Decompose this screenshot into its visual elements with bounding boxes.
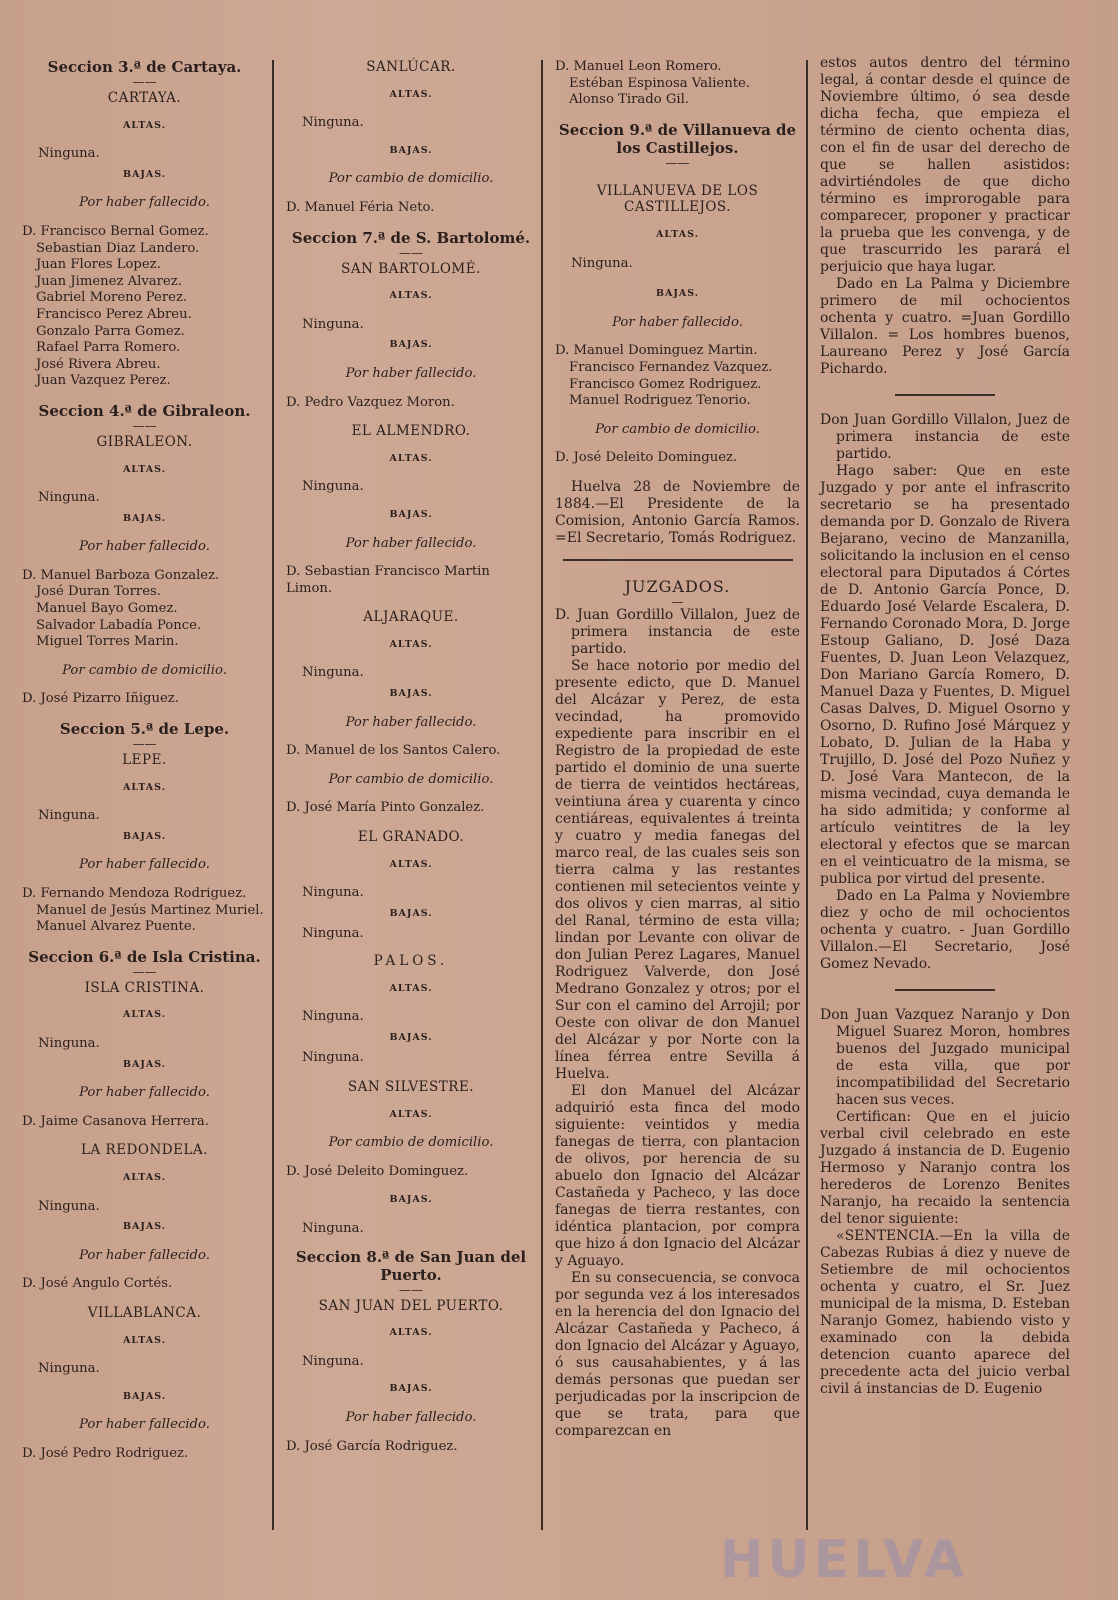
altas-label: ALTAS.	[389, 290, 433, 302]
column-rule	[806, 60, 808, 1530]
ninguna-text: Ninguna.	[38, 1035, 100, 1051]
ninguna-text: Ninguna.	[38, 146, 100, 162]
reason-text: Por cambio de domicilio.	[595, 421, 760, 437]
paragraph: estos autos dentro del término legal, á contar desde el quince de Noviembre último, ó sea desde dicha fecha, que empieza el término de ciento ochenta dias, con el fin de usar del derecho de que se hallen asistidos: advirtiéndoles de que dicho término es improrogable para comparecer, proponer y practicar la prueba que les convenga, y de que trascurrido les parará el perjuicio que haya lugar.	[820, 55, 1070, 275]
ninguna-text: Ninguna.	[302, 1009, 364, 1025]
reason-text: Por haber fallecido.	[345, 365, 477, 381]
name-entry: D. José Deleito Dominguez.	[555, 450, 738, 466]
paragraph: El don Manuel del Alcázar adquirió esta finca del modo siguiente: veintidos y media fanegas de tierra, con plantacion de olivos, por herencia de su abuelo don Ignacio del Alcázar Castañeda y Pacheco, y las doce fanegas de tierra restantes, con idéntica plantacion, por compra que hizo á don Ignacio del Alcázar y Aguayo.	[555, 1082, 800, 1269]
reason-text: Por haber fallecido.	[345, 1409, 477, 1425]
section-title: Seccion 7.ª de S. Bartolomé.	[291, 228, 531, 247]
list-item: Manuel Rodriguez Tenorio.	[569, 393, 751, 409]
altas-label: ALTAS.	[122, 781, 167, 793]
ninguna-text: Ninguna.	[302, 316, 364, 332]
reason-text: Por cambio de domicilio.	[328, 1135, 494, 1151]
bajas-label: BAJAS.	[389, 144, 433, 156]
town-heading: LEPE.	[122, 752, 167, 769]
town-heading: ISLA CRISTINA.	[84, 979, 205, 996]
paragraph: «SENTENCIA.—En la villa de Cabezas Rubias á diez y nueve de Setiembre de mil ochocientos ochenta y cuatro, el Sr. Juez municipal de la misma, D. Esteban Naranjo Gomez, habiendo visto y examinado con la debida detencion cuanto aparece del precedente acta del juicio verbal civil á instancias de D. Eugenio	[820, 1228, 1070, 1397]
name-list	[22, 886, 267, 936]
paragraph: Hago saber: Que en este Juzgado y por ante el infrascrito secretario se ha presentado demanda por D. Gonzalo de Rivera Bejarano, vecino de Manzanilla, solicitando la inclusion en el censo electoral para Diputados á Córtes de D. Antonio García Ponce, D. Eduardo José Velarde Escalera, D. Fernando Coronado Mora, D. Jorge Estoup Galiano, D. José Daza Fuentes, D. Juan Leon Velazquez, Don Mariano García Romero, D. Manuel Daza y Fuentes, D. Miguel Casas Dalves, D. Miguel Osorno y Osorno, D. Rufino José Márquez y Lobato, D. Julian de la Haba y Trujillo, D. José del Pozo Nuñez y D. José Vara Mantecon, de la misma vecindad, cuya demanda le ha sido admitida; y conforme al artículo veintitres de la ley electoral y efectos que se marcan en el veinticuatro de la misma, se publica por virtud del presente.	[820, 463, 1070, 887]
reason-text: Por haber fallecido.	[612, 314, 743, 330]
name-entry: D. Jaime Casanova Herrera.	[22, 1113, 209, 1129]
town-heading: LA REDONDELA.	[81, 1142, 208, 1159]
name-list	[555, 59, 800, 109]
name-entry: D. José Angulo Cortés.	[22, 1276, 173, 1292]
hombres-buenos-heading: Don Juan Vazquez Naranjo y Don Miguel Suarez Moron, hombres buenos del Juzgado municipal de esta villa, que por incompatibilidad del Secretario hacen sus veces.	[820, 1007, 1070, 1108]
column-3: D. Manuel Leon Romero. Estéban Espinosa Valiente. Alonso Tirado Gil. Seccion 9.ª de Villanueva de los Castillejos. —— VILLANUEVA DE LOS CASTILLEJOS. ALTAS. Ninguna. BAJAS. Por haber fallecido. D. Manuel Dominguez Martin. Francisco Fernandez Vazquez. Francisco Gomez Rodriguez. Manuel Rodriguez Tenorio. Por cambio de domicilio. D. José Deleito Dominguez. Huelva 28 de Noviembre de 1884.—El Presidente de la Comision, Antonio García Ramos. =El Secretario, Tomás Rodriguez. JUZGADOS. — D. Juan Gordillo Villalon, Juez de primera instancia de este partido. Se hace notorio por medio del presente edicto, que D. Manuel del Alcázar y Perez, de esta vecindad, ha promovido expediente para inscribir en el Registro de la propiedad de este partido el dominio de una suerte de tierra de veintidos hectáreas, veintiuna área y cuarenta y cinco centiáreas, equivalentes á treinta y cuatro y media fanegas del marco real, de las cuales seis son tierra calma y las restantes contienen mil setecientos veinte y dos olivos y cien marras, al sitio del Ranal, término de esta villa; lindan por Levante con olivar de don Julian Perez Lagares, Manuel Rodriguez Valverde, don José Medrano Gonzalez y otros; por el Sur con el camino del Arrojil; por Oeste con olivar de don Manuel del Alcázar y por Norte con la línea férrea entre Sevilla á Huelva. El don Manuel del Alcázar adquirió esta finca del modo siguiente: veintidos y media fanegas de tierra, con plantacion de olivos, por herencia de su abuelo don Ignacio del Alcázar Castañeda y Pacheco, y las doce fanegas de tierra restantes, con idéntica plantacion, por compra que hizo á don Ignacio del Alcázar y Aguayo. En su consecuencia, se convoca por segunda vez á los interesados en la herencia del don Ignacio del Alcázar Castañeda y Pacheco, á don Ignacio del Alcázar y Aguayo, ó sus causahabientes, y á las demás personas que puedan ser perjudicadas por la inscripcion de que se trata, para que comparezcan en	[555, 59, 800, 1439]
altas-label: ALTAS.	[655, 228, 700, 240]
bajas-label: BAJAS.	[389, 688, 433, 700]
altas-label: ALTAS.	[389, 638, 433, 650]
town-heading: GIBRALEON.	[96, 433, 193, 450]
altas-label: ALTAS.	[122, 1334, 167, 1346]
section-title: Seccion 4.ª de Gibraleon.	[38, 401, 251, 420]
divider	[895, 989, 995, 991]
altas-label: ALTAS.	[122, 1009, 167, 1021]
bajas-label: BAJAS.	[389, 907, 433, 919]
reason-text: Por haber fallecido.	[79, 1417, 210, 1433]
reason-text: Por haber fallecido.	[345, 714, 477, 730]
section-heading-juzgados: JUZGADOS.	[624, 576, 731, 596]
list-item: Salvador Labadía Ponce.	[36, 617, 202, 633]
list-item: Miguel Torres Marin.	[36, 634, 179, 650]
list-item: Juan Vazquez Perez.	[36, 373, 171, 389]
ninguna-text: Ninguna.	[302, 1353, 364, 1369]
name-entry: D. José Deleito Dominguez.	[286, 1163, 469, 1179]
altas-label: ALTAS.	[389, 858, 433, 870]
list-item: D. Manuel Barboza Gonzalez.	[22, 567, 220, 583]
name-entry: D. Manuel de los Santos Calero.	[286, 743, 501, 759]
divider	[895, 394, 995, 396]
list-item: Francisco Gomez Rodriguez.	[569, 376, 762, 392]
paragraph: Certifican: Que en el juicio verbal civil celebrado en este Juzgado á instancia de D. Eugenio Hermoso y Naranjo contra los herederos de Lorenzo Benites Naranjo, ha recaido la sentencia del tenor siguiente:	[820, 1109, 1070, 1227]
list-item: Gabriel Moreno Perez.	[36, 290, 188, 306]
list-item: D. Francisco Bernal Gomez.	[22, 223, 209, 239]
list-item: Manuel Alvarez Puente.	[36, 919, 196, 935]
list-item: D. Manuel Dominguez Martin.	[555, 343, 758, 359]
list-item: Francisco Perez Abreu.	[36, 306, 192, 322]
section-title: Seccion 6.ª de Isla Cristina.	[28, 947, 261, 966]
town-heading: VILLABLANCA.	[87, 1304, 202, 1321]
name-entry: D. José Pizarro Iñiguez.	[22, 691, 179, 707]
town-heading: PALOS.	[373, 953, 449, 969]
list-item: Juan Jimenez Alvarez.	[36, 273, 182, 289]
list-item: José Duran Torres.	[36, 584, 161, 600]
town-heading: SAN SILVESTRE.	[347, 1078, 475, 1095]
list-item: Rafael Parra Romero.	[36, 340, 181, 356]
altas-label: ALTAS.	[389, 982, 433, 994]
paragraph: Dado en La Palma y Noviembre diez y ocho de mil ochocientos ochenta y cuatro. - Juan Gordillo Villalon.—El Secretario, José Gomez Nevado.	[820, 888, 1070, 972]
town-heading: EL GRANADO.	[357, 829, 465, 846]
list-item: D. Manuel Leon Romero.	[555, 59, 722, 74]
reason-text: Por cambio de domicilio.	[328, 171, 494, 187]
altas-label: ALTAS.	[389, 88, 433, 100]
ninguna-text: Ninguna.	[38, 490, 100, 506]
bajas-label: BAJAS.	[389, 1031, 433, 1043]
name-list	[22, 224, 267, 390]
column-2: SANLÚCAR. ALTAS. Ninguna. BAJAS. Por cambio de domicilio. D. Manuel Féria Neto. Seccion 7.ª de S. Bartolomé. —— SAN BARTOLOMÉ. ALTAS. Ninguna. BAJAS. Por haber fallecido. D. Pedro Vazquez Moron. EL ALMENDRO. ALTAS. Ninguna. BAJAS. Por haber fallecido. D. Sebastian Francisco Martin Limon. ALJARAQUE. ALTAS. Ninguna. BAJAS. Por haber fallecido. D. Manuel de los Santos Calero. Por cambio de domicilio. D. José María Pinto Gonzalez. EL GRANADO. ALTAS. Ninguna. BAJAS. Ninguna. PALOS. ALTAS. Ninguna. BAJAS. Ninguna. SAN SILVESTRE. ALTAS. Por cambio de domicilio. D. José Deleito Dominguez. BAJAS. Ninguna. Seccion 8.ª de San Juan del Puerto. —— SAN JUAN DEL PUERTO. ALTAS. Ninguna. BAJAS. Por haber fallecido. D. José García Rodriguez.	[286, 55, 536, 1467]
list-item: Estéban Espinosa Valiente.	[569, 75, 750, 91]
bajas-label: BAJAS.	[122, 1221, 167, 1233]
name-entry: D. José Pedro Rodriguez.	[22, 1445, 189, 1461]
list-item: Alonso Tirado Gil.	[569, 92, 689, 108]
ninguna-text: Ninguna.	[302, 885, 364, 901]
reason-text: Por haber fallecido.	[79, 539, 210, 555]
town-heading: VILLANUEVA DE LOS CASTILLEJOS.	[596, 182, 759, 216]
ninguna-text: Ninguna.	[302, 1220, 364, 1236]
section-title: Seccion 8.ª de San Juan del Puerto.	[295, 1247, 527, 1284]
ninguna-text: Ninguna.	[571, 255, 633, 271]
bajas-label: BAJAS.	[122, 830, 167, 842]
column-rule	[272, 60, 274, 1530]
town-heading: EL ALMENDRO.	[351, 423, 471, 440]
judge-heading: D. Juan Gordillo Villalon, Juez de primera instancia de este partido.	[555, 606, 800, 657]
ninguna-text: Ninguna.	[302, 926, 364, 942]
list-item: Sebastian Diaz Landero.	[36, 240, 200, 256]
altas-label: ALTAS.	[122, 463, 167, 475]
town-heading: ALJARAQUE.	[363, 609, 459, 626]
bajas-label: BAJAS.	[122, 168, 167, 180]
list-item: Gonzalo Parra Gomez.	[36, 323, 185, 339]
town-heading: SANLÚCAR.	[366, 59, 456, 75]
ninguna-text: Ninguna.	[302, 115, 364, 131]
divider	[563, 559, 793, 561]
name-list	[22, 568, 267, 651]
reason-text: Por haber fallecido.	[79, 1085, 210, 1101]
section-title: Seccion 9.ª de Villanueva de los Castillejos.	[558, 120, 797, 157]
paragraph: En su consecuencia, se convoca por segunda vez á los interesados en la herencia del don Ignacio del Alcázar Castañeda y Pacheco, á don Ignacio del Alcázar y Aguayo, ó sus causahabientes, y á las demás personas que puedan ser perjudicadas por la inscripcion de que se trata, para que comparezcan en	[555, 1269, 800, 1439]
list-item: José Rivera Abreu.	[36, 356, 161, 372]
ninguna-text: Ninguna.	[38, 1198, 100, 1214]
bajas-label: BAJAS.	[655, 288, 700, 300]
column-1: Seccion 3.ª de Cartaya. —— CARTAYA. ALTAS. Ninguna. BAJAS. Por haber fallecido. D. Francisco Bernal Gomez. Sebastian Diaz Landero. Juan Flores Lopez. Juan Jimenez Alvarez. Gabriel Moreno Perez. Francisco Perez Abreu. Gonzalo Parra Gomez. Rafael Parra Romero. José Rivera Abreu. Juan Vazquez Perez. Seccion 4.ª de Gibraleon. —— GIBRALEON. ALTAS. Ninguna. BAJAS. Por haber fallecido. D. Manuel Barboza Gonzalez. José Duran Torres. Manuel Bayo Gomez. Salvador Labadía Ponce. Miguel Torres Marin. Por cambio de domicilio. D. José Pizarro Iñiguez. Seccion 5.ª de Lepe. —— LEPE. ALTAS. Ninguna. BAJAS. Por haber fallecido. D. Fernando Mendoza Rodriguez. Manuel de Jesús Martinez Muriel. Manuel Alvarez Puente. Seccion 6.ª de Isla Cristina. —— ISLA CRISTINA. ALTAS. Ninguna. BAJAS. Por haber fallecido. D. Jaime Casanova Herrera. LA REDONDELA. ALTAS. Ninguna. BAJAS. Por haber fallecido. D. José Angulo Cortés. VILLABLANCA. ALTAS. Ninguna. BAJAS. Por haber fallecido. D. José Pedro Rodriguez.	[22, 55, 267, 1474]
town-heading: SAN BARTOLOMÉ.	[341, 260, 481, 277]
list-item: Juan Flores Lopez.	[36, 257, 161, 273]
town-heading: SAN JUAN DEL PUERTO.	[318, 1297, 504, 1314]
bajas-label: BAJAS.	[122, 1058, 167, 1070]
ninguna-text: Ninguna.	[302, 1050, 364, 1066]
bajas-label: BAJAS.	[122, 1390, 167, 1402]
name-entry: D. Sebastian Francisco Martin Limon.	[286, 564, 490, 596]
ninguna-text: Ninguna.	[38, 808, 100, 824]
name-entry: D. Pedro Vazquez Moron.	[286, 394, 455, 410]
closing-signature: Huelva 28 de Noviembre de 1884.—El Presidente de la Comision, Antonio García Ramos. =El Secretario, Tomás Rodriguez.	[555, 478, 800, 546]
bajas-label: BAJAS.	[389, 339, 433, 351]
section-title: Seccion 5.ª de Lepe.	[59, 720, 230, 739]
name-entry: D. José María Pinto Gonzalez.	[286, 800, 485, 816]
name-list	[555, 343, 800, 409]
ninguna-text: Ninguna.	[302, 665, 364, 681]
reason-text: Por haber fallecido.	[345, 535, 477, 551]
altas-label: ALTAS.	[389, 1327, 433, 1339]
reason-text: Por cambio de domicilio.	[62, 662, 227, 678]
altas-label: ALTAS.	[389, 452, 433, 464]
altas-label: ALTAS.	[122, 1171, 167, 1183]
judge-heading: Don Juan Gordillo Villalon, Juez de primera instancia de este partido.	[820, 412, 1070, 462]
bajas-label: BAJAS.	[389, 1383, 433, 1395]
town-heading: CARTAYA.	[107, 90, 182, 106]
ninguna-text: Ninguna.	[302, 479, 364, 495]
name-entry: D. Manuel Féria Neto.	[286, 199, 435, 215]
paragraph: Dado en La Palma y Diciembre primero de mil ochocientos ochenta y cuatro. =Juan Gordillo Villalon. = Los hombres buenos, Laureano Perez y José García Pichardo.	[820, 276, 1070, 377]
list-item: Manuel Bayo Gomez.	[36, 601, 178, 617]
ninguna-text: Ninguna.	[38, 1361, 100, 1377]
library-stamp: HUELVA	[720, 1530, 969, 1590]
column-4	[820, 55, 1070, 1398]
reason-text: Por haber fallecido.	[79, 195, 210, 211]
altas-label: ALTAS.	[389, 1108, 433, 1120]
list-item: Francisco Fernandez Vazquez.	[569, 359, 773, 375]
column-rule	[541, 60, 543, 1530]
reason-text: Por haber fallecido.	[79, 857, 210, 873]
altas-label: ALTAS.	[122, 119, 167, 131]
list-item: D. Fernando Mendoza Rodriguez.	[22, 886, 247, 901]
reason-text: Por cambio de domicilio.	[328, 771, 494, 787]
bajas-label: BAJAS.	[389, 508, 433, 520]
reason-text: Por haber fallecido.	[79, 1247, 210, 1263]
name-entry: D. José García Rodriguez.	[286, 1438, 458, 1454]
list-item: Manuel de Jesús Martinez Muriel.	[36, 902, 264, 918]
paragraph: Se hace notorio por medio del presente edicto, que D. Manuel del Alcázar y Perez, de esta vecindad, ha promovido expediente para inscribir en el Registro de la propiedad de este partido el dominio de una suerte de tierra de veintidos hectáreas, veintiuna área y cuarenta y cinco centiáreas, equivalentes á treinta y cuatro y media fanegas del marco real, de las cuales seis son tierra calma y las restantes contienen mil setecientos veinte y dos olivos y cien marras, al sitio del Ranal, término de esta villa; lindan por Levante con olivar de don Julian Perez Lagares, Manuel Rodriguez Valverde, don José Medrano Gonzalez y otros; por el Sur con el camino del Arrojil; por Oeste con olivar de don Manuel del Alcázar y por Norte con la línea férrea entre Sevilla á Huelva.	[555, 657, 800, 1082]
bajas-label: BAJAS.	[122, 512, 167, 524]
section-title: Seccion 3.ª de Cartaya.	[47, 58, 242, 76]
bajas-label: BAJAS.	[389, 1194, 433, 1206]
